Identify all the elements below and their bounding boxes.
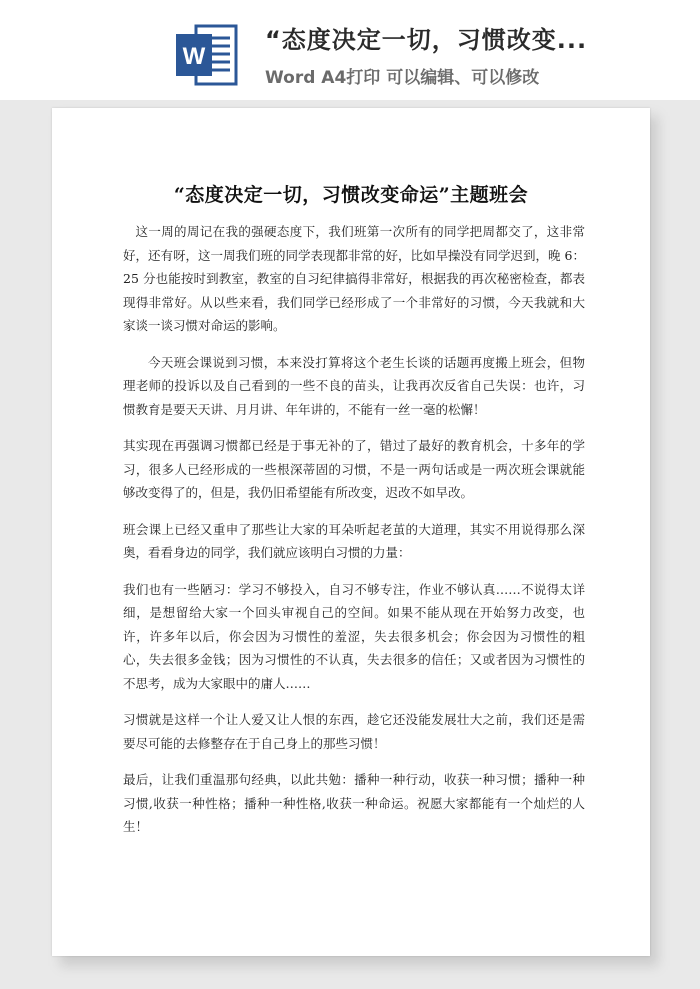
- paragraph-6: 习惯就是这样一个让人爱又让人恨的东西，趁它还没能发展壮大之前，我们还是需要尽可能的去修整存在于自己身上的那些习惯！: [123, 712, 585, 751]
- paragraph-2: 今天班会课说到习惯，本来没打算将这个老生长谈的话题再度搬上班会，但物理老师的投诉以及自己看到的一些不良的苗头，让我再次反省自己失误：也许，习惯教育是要天天讲、月月讲、年年讲的，不能有一丝一毫的松懈！: [123, 354, 585, 417]
- paragraph-3: 其实现在再强调习惯都已经是于事无补的了，错过了最好的教育机会，十多年的学习，很多人已经形成的一些根深蒂固的习惯，不是一两句话或是一两次班会课就能够改变得了的，但是，我仍旧希望能有所改变，迟改不如早改。: [123, 438, 585, 500]
- document-page: [52, 108, 650, 956]
- word-icon-letter: W: [182, 43, 206, 70]
- paragraph-7: 最后，让我们重温那句经典，以此共勉：播种一种行动，收获一种习惯；播种一种习惯,收获一种性格；播种一种性格,收获一种命运。祝愿大家都能有一个灿烂的人生！: [123, 772, 585, 834]
- paragraph-4: 班会课上已经又重申了那些让大家的耳朵听起老茧的大道理，其实不用说得那么深奥，看看身边的同学，我们就应该明白习惯的力量：: [123, 521, 585, 560]
- word-doc-icon: [174, 22, 240, 88]
- page-header: [0, 0, 700, 100]
- header-title: “态度决定一切，习惯改变...: [265, 26, 588, 54]
- paragraph-5: 我们也有一些陋习：学习不够投入，自习不够专注，作业不够认真……不说得太详细，是想留给大家一个回头审视自己的空间。如果不能从现在开始努力改变，也许，许多年以后，你会因为习惯性的羞涩，失去很多机会；你会因为习惯性的粗心，失去很多金钱；因为习惯性的不认真，失去很多的信任；又或者因为习惯性的不思考，成为大家眼中的庸人……: [123, 581, 585, 691]
- paragraph-1: 这一周的周记在我的强硬态度下，我们班第一次所有的同学把周都交了，这非常好，还有呀，这一周我们班的同学表现都非常的好，比如早操没有同学迟到，晚 6：25 分也能按时到教室，教室的自习纪律搞得非常好，根据我的再次秘密检查，都表现得非常好。从以些来看，我们同学已经形成了一个非常好的习惯，今天我就和大家谈一谈习惯对命运的影响。: [123, 224, 585, 333]
- document-title: “态度决定一切，习惯改变命运”主题班会: [173, 184, 529, 206]
- header-subtitle: Word A4打印 可以编辑、可以修改: [265, 68, 540, 88]
- document-body: [123, 220, 585, 852]
